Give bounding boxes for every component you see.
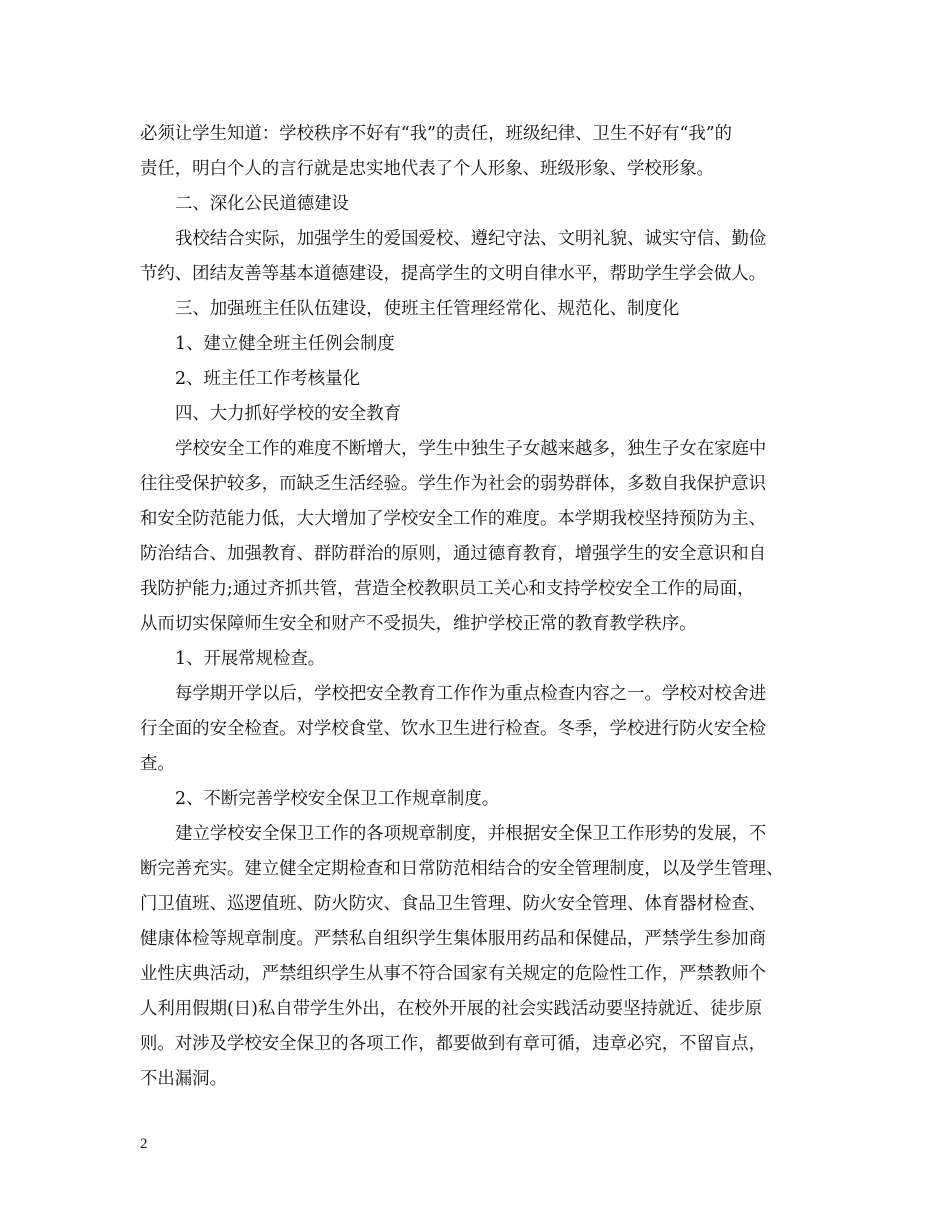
text-line: 节约、团结友善等基本道德建设，提高学生的文明自律水平，帮助学生学会做人。 (140, 264, 767, 284)
text-line: 学校安全工作的难度不断增大，学生中独生子女越来越多，独生子女在家庭中 (175, 439, 767, 459)
text-line: 健康体检等规章制度。严禁私自组织学生集体服用药品和保健品，严禁学生参加商 (140, 929, 767, 949)
text-line: 从而切实保障师生安全和财产不受损失，维护学校正常的教育教学秩序。 (140, 614, 697, 634)
text-line: 行全面的安全检查。对学校食堂、饮水卫生进行检查。冬季，学校进行防火安全检 (140, 719, 767, 739)
text-line: 断完善充实。建立健全定期检查和日常防范相结合的安全管理制度，以及学生管理、 (140, 859, 784, 879)
text-line: 防治结合、加强教育、群防群治的原则，通过德育教育，增强学生的安全意识和自 (140, 544, 767, 564)
list-item: 2、不断完善学校安全保卫工作规章制度。 (175, 789, 500, 809)
section-heading: 三、加强班主任队伍建设，使班主任管理经常化、规范化、制度化 (175, 299, 680, 319)
text-line: 业性庆典活动，严禁组织学生从事不符合国家有关规定的危险性工作，严禁教师个 (140, 964, 767, 984)
text-line: 人利用假期(日)私自带学生外出，在校外开展的社会实践活动要坚持就近、徒步原 (140, 999, 763, 1019)
text-line: 每学期开学以后，学校把安全教育工作作为重点检查内容之一。学校对校舍进 (175, 684, 767, 704)
page-number: 2 (140, 1136, 148, 1152)
text-line: 往往受保护较多，而缺乏生活经验。学生作为社会的弱势群体，多数自我保护意识 (140, 474, 767, 494)
text-line: 责任，明白个人的言行就是忠实地代表了个人形象、班级形象、学校形象。 (140, 159, 714, 179)
text-line: 门卫值班、巡逻值班、防火防灾、食品卫生管理、防火安全管理、体育器材检查、 (140, 894, 767, 914)
text-line: 查。 (140, 754, 175, 774)
text-line: 我校结合实际，加强学生的爱国爱校、遵纪守法、文明礼貌、诚实守信、勤俭 (175, 229, 767, 249)
text-line: 我防护能力;通过齐抓共管，营造全校教职员工关心和支持学校安全工作的局面， (140, 579, 755, 599)
list-item: 2、班主任工作考核量化 (175, 369, 360, 389)
list-item: 1、开展常规检查。 (175, 649, 326, 669)
section-heading: 四、大力抓好学校的安全教育 (175, 404, 402, 424)
text-line: 必须让学生知道：学校秩序不好有“我”的责任，班级纪律、卫生不好有“我”的 (140, 124, 733, 144)
text-line: 和安全防范能力低，大大增加了学校安全工作的难度。本学期我校坚持预防为主、 (140, 509, 767, 529)
text-line: 不出漏洞。 (140, 1069, 227, 1089)
list-item: 1、建立健全班主任例会制度 (175, 334, 395, 354)
text-line: 则。对涉及学校安全保卫的各项工作，都要做到有章可循，违章必究，不留盲点， (140, 1034, 767, 1054)
text-line: 建立学校安全保卫工作的各项规章制度，并根据安全保卫工作形势的发展，不 (175, 824, 767, 844)
section-heading: 二、深化公民道德建设 (175, 194, 349, 214)
